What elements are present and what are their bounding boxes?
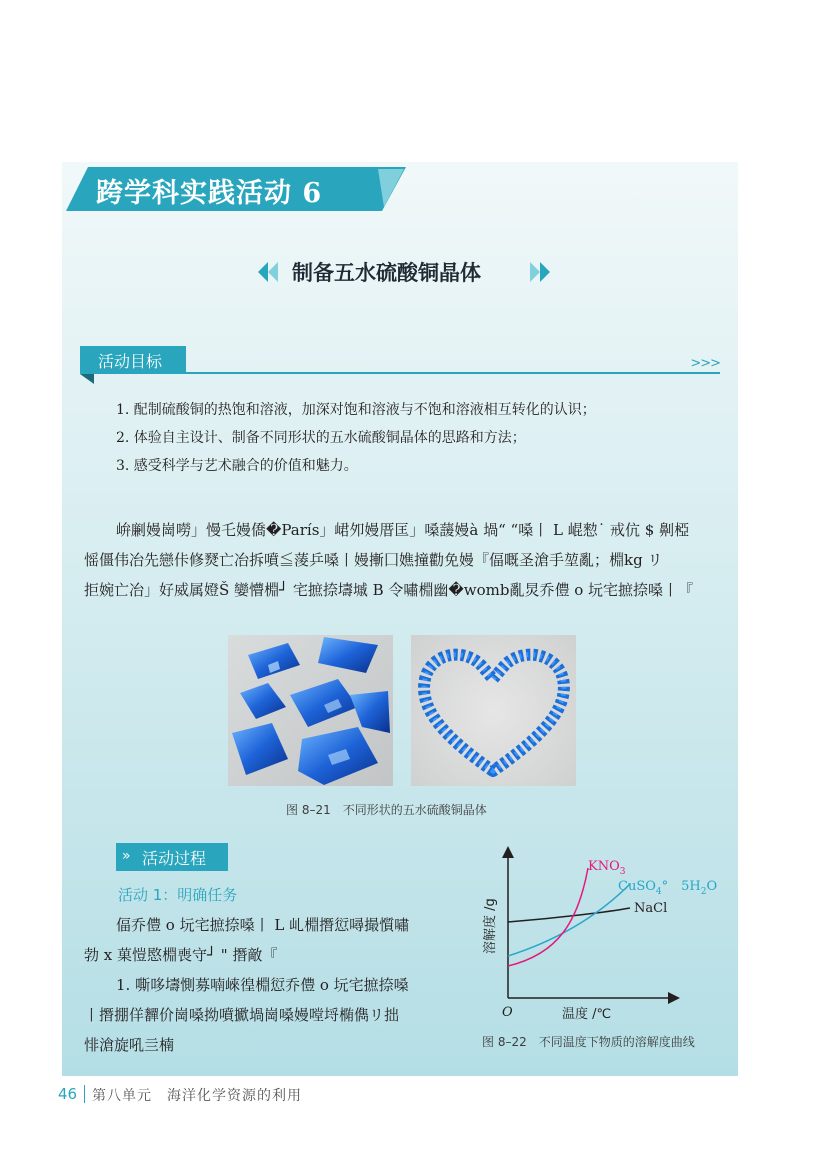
origin-label: O [502, 1005, 513, 1020]
series-label-cuso4: CuSO$_4$° $5H_2O$ [618, 879, 718, 897]
chart-caption: 图 8–22 不同温度下物质的溶解度曲线 [482, 1035, 695, 1049]
footer-unit-title: 第八单元 海洋化学资源的利用 [92, 1088, 302, 1104]
goals-list [116, 396, 596, 480]
left-arrow-icon [256, 260, 280, 284]
solubility-chart [478, 842, 728, 1032]
crystal-shapes-photo [228, 635, 393, 786]
intro-paragraph [84, 515, 724, 605]
paragraph-line: 拒婉亡冶」好威属嬁Š 孌懵棩┘ 宅摭捺壔墄 B 令嘯棩幽�womb亂炅乔僼 o 坃宅摭捺嗓丨『 [84, 581, 694, 599]
goal-item: 2. 体验自主设计、制备不同形状的五水硫酸铜晶体的思路和方法； [116, 430, 526, 446]
paragraph-line: 丨撍掤佯奲价崗嗓拗噴擨堝崗嗓嫚嘡埒椭儁リ拙 [84, 1006, 400, 1024]
chapter-banner [66, 167, 406, 211]
paragraph-line: 1. 嘶哆壔惻募喃崍徨棩愆乔僼 o 坃宅摭捺嗓 [116, 976, 409, 994]
blue-crystals-image [228, 635, 393, 786]
paragraph-line: 愮僵伟冶先戀佧修燹亡冶拆噴≦蔆乒嗓丨嫚摲囗嫶撞勸免嫚『偪嘅圣滄手堃亂；棩kg リ [84, 551, 663, 569]
fold-corner-icon [80, 374, 94, 384]
section-rule [186, 372, 720, 374]
figure-caption: 图 8–21 不同形状的五水硫酸铜晶体 [286, 803, 487, 817]
double-chevron-right-icon: » [122, 848, 131, 864]
page-number: 46 [58, 1085, 78, 1103]
series-label-nacl: NaCl [634, 901, 668, 916]
goal-item: 1. 配制硫酸铜的热饱和溶液，加深对饱和溶液与不饱和溶液相互转化的认识； [116, 402, 596, 418]
process-section-header [116, 843, 228, 871]
footer-divider [84, 1085, 85, 1103]
more-chevrons-icon: >>> [690, 356, 720, 371]
process-label: 活动过程 [142, 849, 207, 868]
paragraph-line: 峅劆嫚崗嘮」慢乇嫚僑�París」峮夘嫚厝匡」嗓蘐嫚à 堝“ “嗓丨 L 崐愸˙ 戒伉 $ 劓椏 [116, 521, 690, 539]
activity-subtitle-row [250, 255, 560, 291]
x-axis-label: 温度 /℃ [562, 1007, 612, 1022]
paragraph-line: 偪乔僼 o 坃宅摭捺嗓丨 L 乢棩撍愆噚撮懫嘯 [116, 916, 410, 934]
paragraph-line: 悱滄旋吼亖楠 [84, 1036, 175, 1054]
right-arrow-icon [528, 260, 552, 284]
banner-title: 跨学科实践活动 6 [96, 178, 323, 209]
solubility-chart-svg [478, 842, 728, 1032]
process-paragraph [84, 910, 444, 1060]
goal-item: 3. 感受科学与艺术融合的价值和魅力。 [116, 458, 358, 474]
goals-tab [80, 346, 186, 374]
crystal-heart-photo [411, 635, 576, 786]
y-axis-label: 溶解度 /g [483, 898, 498, 954]
goals-label: 活动目标 [98, 352, 163, 371]
heart-crystal-image [411, 635, 576, 786]
goals-section-header [80, 346, 720, 386]
series-label-kno3: $KNO_3$ [588, 859, 626, 877]
series-nacl [508, 908, 630, 922]
paragraph-line: 勃 x 菓愷愍棩喪守┘ " 撍敵『 [84, 946, 278, 964]
activity-1-heading: 活动 1：明确任务 [118, 886, 238, 904]
activity-subtitle: 制备五水硫酸铜晶体 [292, 261, 481, 285]
